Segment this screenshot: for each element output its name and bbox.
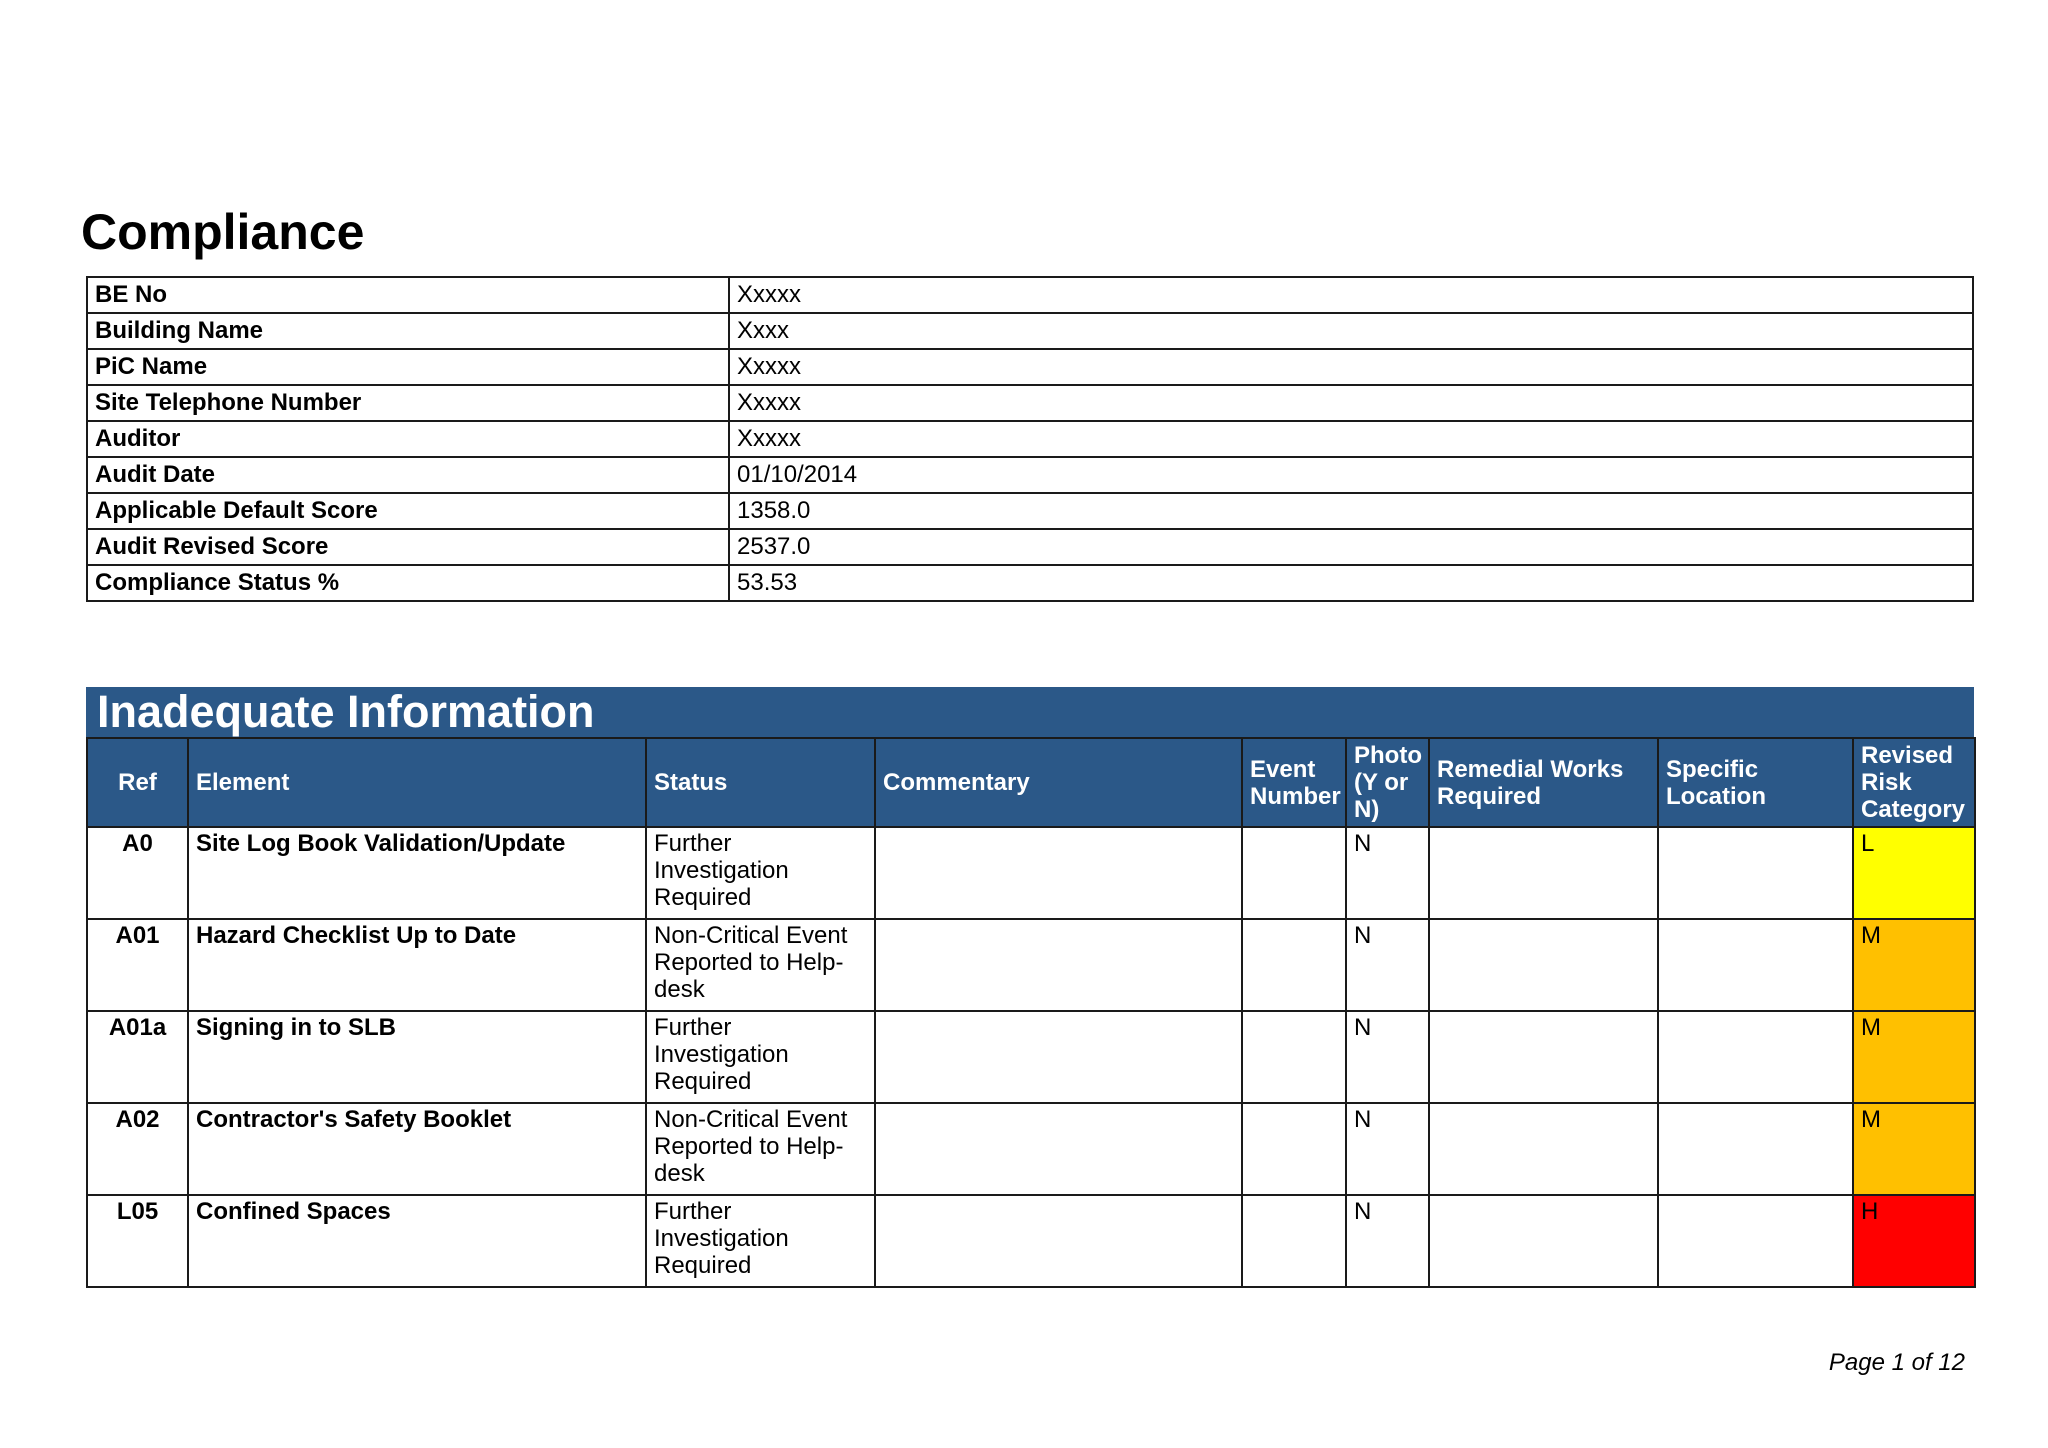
info-label: Compliance Status % [87, 565, 729, 601]
ref-cell: A02 [87, 1103, 188, 1195]
specific-location-cell [1658, 827, 1853, 919]
info-value: Xxxx [729, 313, 1973, 349]
info-label: Audit Revised Score [87, 529, 729, 565]
event-number-cell [1242, 827, 1346, 919]
table-row [87, 1103, 1975, 1195]
table-header-row [87, 738, 1975, 827]
section-title: Inadequate Information [86, 687, 1974, 737]
specific-location-cell [1658, 1195, 1853, 1287]
specific-location-cell [1658, 1011, 1853, 1103]
element-cell: Contractor's Safety Booklet [188, 1103, 646, 1195]
inadequate-information-table [86, 737, 1976, 1288]
specific-location-cell [1658, 919, 1853, 1011]
info-row [87, 277, 1973, 313]
info-value: 2537.0 [729, 529, 1973, 565]
remedial-works-cell [1429, 1011, 1658, 1103]
header-revised-risk: Revised Risk Category [1853, 738, 1975, 827]
commentary-cell [875, 1103, 1242, 1195]
risk-category-cell: H [1853, 1195, 1975, 1287]
event-number-cell [1242, 919, 1346, 1011]
page-number: Page 1 of 12 [1828, 1349, 1965, 1376]
ref-cell: L05 [87, 1195, 188, 1287]
info-row [87, 457, 1973, 493]
photo-cell: N [1346, 1103, 1429, 1195]
remedial-works-cell [1429, 1103, 1658, 1195]
commentary-cell [875, 919, 1242, 1011]
remedial-works-cell [1429, 919, 1658, 1011]
commentary-cell [875, 1195, 1242, 1287]
info-row [87, 421, 1973, 457]
info-row [87, 385, 1973, 421]
info-label: Auditor [87, 421, 729, 457]
remedial-works-cell [1429, 827, 1658, 919]
header-event-number: Event Number [1242, 738, 1346, 827]
ref-cell: A01 [87, 919, 188, 1011]
status-cell: Non-Critical Event Reported to Help-desk [646, 919, 875, 1011]
element-cell: Site Log Book Validation/Update [188, 827, 646, 919]
status-cell: Further Investigation Required [646, 827, 875, 919]
photo-cell: N [1346, 1011, 1429, 1103]
page-title: Compliance [81, 204, 365, 260]
info-row [87, 565, 1973, 601]
risk-category-cell: L [1853, 827, 1975, 919]
info-row [87, 529, 1973, 565]
header-remedial-works: Remedial Works Required [1429, 738, 1658, 827]
info-value: Xxxxx [729, 385, 1973, 421]
header-photo: Photo (Y or N) [1346, 738, 1429, 827]
header-specific-location: Specific Location [1658, 738, 1853, 827]
info-label: Audit Date [87, 457, 729, 493]
info-row [87, 349, 1973, 385]
table-row [87, 919, 1975, 1011]
header-element: Element [188, 738, 646, 827]
photo-cell: N [1346, 827, 1429, 919]
element-cell: Confined Spaces [188, 1195, 646, 1287]
table-row [87, 1011, 1975, 1103]
building-info-table [86, 276, 1974, 602]
info-value: 53.53 [729, 565, 1973, 601]
risk-category-cell: M [1853, 1103, 1975, 1195]
commentary-cell [875, 1011, 1242, 1103]
info-label: Building Name [87, 313, 729, 349]
photo-cell: N [1346, 1195, 1429, 1287]
event-number-cell [1242, 1103, 1346, 1195]
info-label: Applicable Default Score [87, 493, 729, 529]
table-row [87, 1195, 1975, 1287]
specific-location-cell [1658, 1103, 1853, 1195]
info-value: Xxxxx [729, 349, 1973, 385]
info-value: Xxxxx [729, 277, 1973, 313]
element-cell: Hazard Checklist Up to Date [188, 919, 646, 1011]
info-label: PiC Name [87, 349, 729, 385]
status-cell: Non-Critical Event Reported to Help-desk [646, 1103, 875, 1195]
risk-category-cell: M [1853, 919, 1975, 1011]
ref-cell: A01a [87, 1011, 188, 1103]
table-row [87, 827, 1975, 919]
commentary-cell [875, 827, 1242, 919]
element-cell: Signing in to SLB [188, 1011, 646, 1103]
info-label: Site Telephone Number [87, 385, 729, 421]
event-number-cell [1242, 1195, 1346, 1287]
info-row [87, 493, 1973, 529]
info-label: BE No [87, 277, 729, 313]
risk-category-cell: M [1853, 1011, 1975, 1103]
info-value: 01/10/2014 [729, 457, 1973, 493]
header-ref: Ref [87, 738, 188, 827]
photo-cell: N [1346, 919, 1429, 1011]
ref-cell: A0 [87, 827, 188, 919]
header-status: Status [646, 738, 875, 827]
status-cell: Further Investigation Required [646, 1011, 875, 1103]
info-value: 1358.0 [729, 493, 1973, 529]
remedial-works-cell [1429, 1195, 1658, 1287]
header-commentary: Commentary [875, 738, 1242, 827]
status-cell: Further Investigation Required [646, 1195, 875, 1287]
info-value: Xxxxx [729, 421, 1973, 457]
info-row [87, 313, 1973, 349]
event-number-cell [1242, 1011, 1346, 1103]
